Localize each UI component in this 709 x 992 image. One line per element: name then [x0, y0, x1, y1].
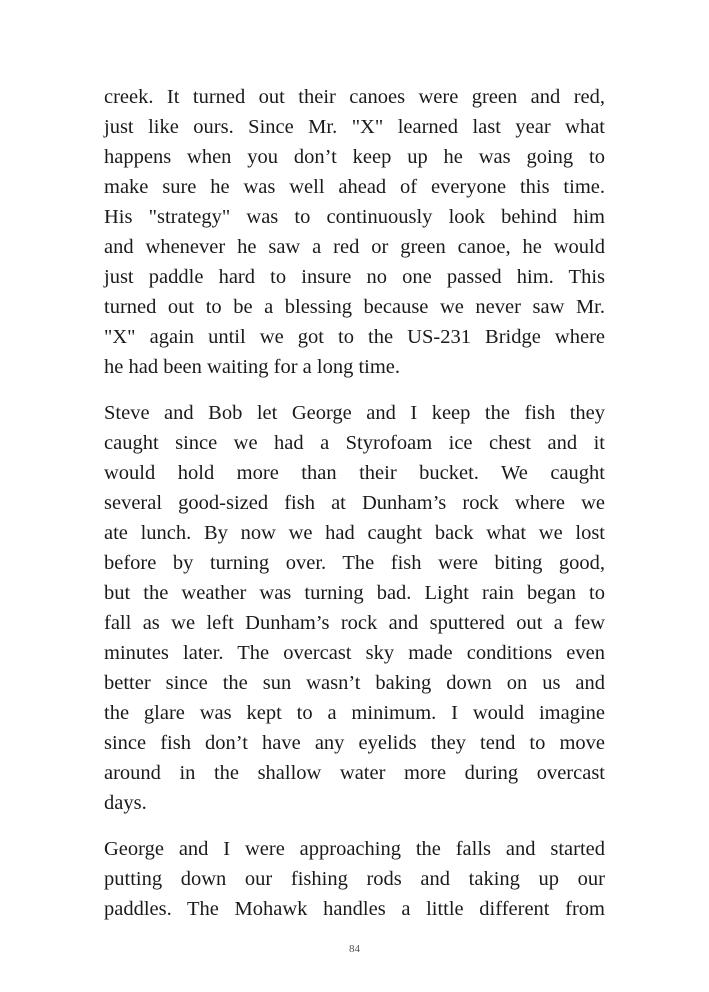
page-body [104, 82, 605, 924]
text-line: ate lunch. By now we had caught back what we lost [104, 522, 605, 544]
text-line: creek. It turned out their canoes were green and red, [104, 86, 605, 108]
text-line: he had been waiting for a long time. [104, 356, 401, 378]
text-line: just paddle hard to insure no one passed him. This [104, 266, 605, 288]
text-line: days. [104, 792, 147, 814]
text-line: before by turning over. The fish were biting good, [104, 552, 605, 574]
text-line: but the weather was turning bad. Light rain began to [104, 582, 605, 604]
text-line: putting down our fishing rods and taking up our [104, 868, 605, 890]
text-line: George and I were approaching the falls and started [104, 838, 605, 860]
paragraph-spacer [104, 382, 605, 398]
text-line: and whenever he saw a red or green canoe, he would [104, 236, 605, 258]
text-line: better since the sun wasn’t baking down on us and [104, 672, 605, 694]
text-line: around in the shallow water more during overcast [104, 762, 605, 784]
paragraph-spacer [104, 818, 605, 834]
paragraph-3 [104, 834, 605, 924]
text-line: His "strategy" was to continuously look behind him [104, 206, 605, 228]
text-line: the glare was kept to a minimum. I would imagine [104, 702, 605, 724]
text-line: would hold more than their bucket. We caught [104, 462, 605, 484]
text-line: caught since we had a Styrofoam ice chest and it [104, 432, 605, 454]
text-line: happens when you don’t keep up he was going to [104, 146, 605, 168]
page-number: 84 [349, 943, 360, 955]
text-line: minutes later. The overcast sky made conditions even [104, 642, 605, 664]
text-line: make sure he was well ahead of everyone this time. [104, 176, 605, 198]
text-line: "X" again until we got to the US-231 Bridge where [104, 326, 605, 348]
paragraph-2 [104, 398, 605, 818]
text-line: fall as we left Dunham’s rock and sputtered out a few [104, 612, 605, 634]
text-line: just like ours. Since Mr. "X" learned last year what [104, 116, 605, 138]
text-line: since fish don’t have any eyelids they tend to move [104, 732, 605, 754]
text-line: turned out to be a blessing because we never saw Mr. [104, 296, 605, 318]
text-line: paddles. The Mohawk handles a little different from [104, 898, 605, 920]
text-line: several good-sized fish at Dunham’s rock where we [104, 492, 605, 514]
text-line: Steve and Bob let George and I keep the fish they [104, 402, 605, 424]
paragraph-1 [104, 82, 605, 382]
